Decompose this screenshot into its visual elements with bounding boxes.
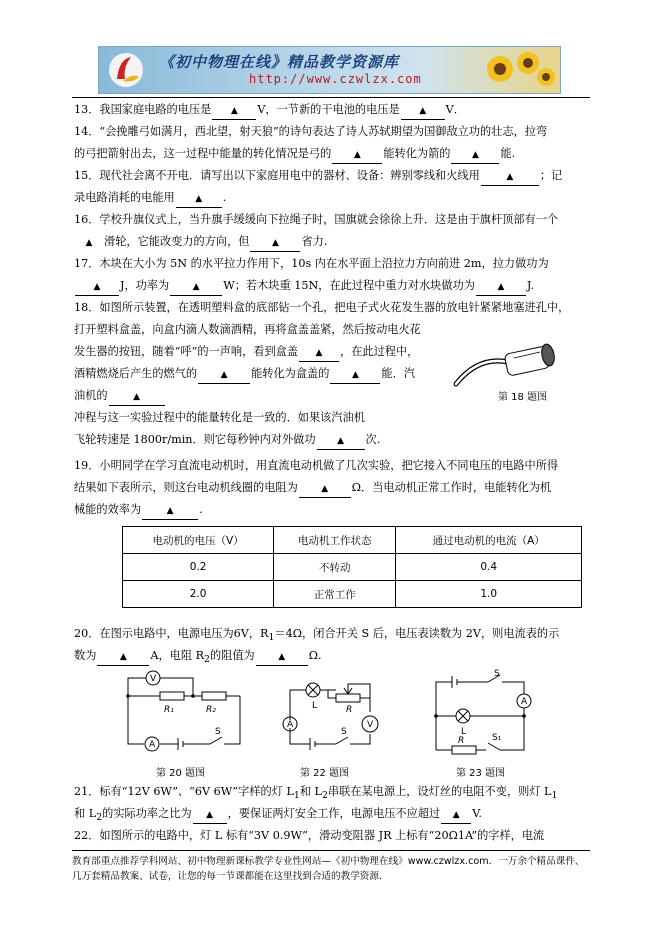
figure-20-caption: 第 20 题图 — [156, 768, 206, 779]
blank-marker: ▲ — [452, 810, 460, 820]
figure-20-circuit — [120, 666, 250, 756]
blank-marker: ▲ — [337, 436, 344, 446]
question-18-line-1: 18．如图所示装置，在透明塑料盒的底部钻一个孔，把电子式火花发生器的放电针紧紧地塞进孔中， — [74, 301, 570, 314]
blank-marker: ▲ — [93, 282, 101, 292]
blank-marker: ▲ — [497, 282, 505, 292]
header-rule — [72, 97, 590, 98]
rheostat-label: R — [346, 705, 353, 715]
table-cell: 0.4 — [396, 554, 582, 581]
blank-marker: ▲ — [206, 810, 214, 820]
question-18-line-6: 冲程与这一实验过程中的能量转化是一致的．如果该汽油机 — [74, 411, 365, 424]
question-19-line-2: 结果如下表所示，则这台电动机线圈的电阻为 ▲ Ω．当电动机正常工作时，电能转化为机 — [74, 480, 551, 498]
blank-marker: ▲ — [351, 370, 359, 380]
r1-label: R₁ — [164, 705, 174, 715]
table-header-cell: 电动机的电压（V） — [123, 527, 274, 554]
table-row — [123, 581, 582, 608]
table-cell: 0.2 — [123, 554, 274, 581]
sunflower-image — [482, 49, 556, 91]
blank-marker: ▲ — [192, 282, 200, 292]
switch-label: S — [341, 727, 347, 737]
question-13: 13．我国家庭电路的电压是 ▲ V，一节新的干电池的电压是 ▲ V． — [74, 102, 465, 120]
question-14-line-2: 的弓把箭射出去，这一过程中能量的转化情况是弓的 ▲ 能转化为箭的 ▲ 能. — [74, 146, 515, 164]
figure-23-circuit — [428, 668, 544, 760]
blank-marker: ▲ — [278, 652, 286, 662]
footer-rule — [72, 850, 590, 851]
table-cell: 正常工作 — [274, 581, 396, 608]
question-20-line-1: 20．在图示电路中，电源电压为6V，$R_1=4\Omega$，闭合开关 S 后，电压表读数为 2V，则电流表的示 — [74, 627, 560, 644]
r2-label: R₂ — [206, 705, 216, 715]
question-14-line-1: 14．“会挽雕弓如满月，西北望，射天狼”的诗句表达了诗人苏轼期望为国御敌立功的壮志，拉弯 — [74, 125, 548, 138]
switch-s1-label: S₁ — [492, 733, 502, 743]
question-19-line-3: 械能的效率为 ▲ . — [74, 502, 203, 520]
footer-line-2: 几万套精品教案、试卷，让您的每一节课都能在这里找到合适的教学资源． — [72, 871, 389, 882]
blank-marker: ▲ — [271, 238, 279, 248]
lamp-label: L — [312, 701, 318, 711]
question-15-line-1: 15．现代社会离不开电．请写出以下家庭用电中的器材、设备：辨别零线和火线用 ▲ ；记 — [74, 168, 562, 186]
figure-23-caption: 第 23 题图 — [456, 768, 506, 779]
blank-marker: ▲ — [321, 484, 329, 494]
question-21-line-2: 和 $L_2$的实际功率之比为 ▲ ，要保证两灯安全工作，电源电压不应超过 ▲ V. — [74, 807, 482, 824]
motor-data-table — [122, 526, 582, 608]
table-header-cell: 电动机工作状态 — [274, 527, 396, 554]
blank-marker: ▲ — [472, 150, 479, 160]
blank-marker: ▲ — [133, 392, 141, 402]
question-18-line-7: 飞轮转速是 1800r/min．则它每秒钟内对外做功 ▲ 次. — [74, 432, 380, 450]
blank-marker: ▲ — [119, 652, 127, 662]
figure-22-caption: 第 22 题图 — [300, 768, 350, 779]
table-cell: 1.0 — [396, 581, 582, 608]
header-banner — [98, 46, 561, 94]
site-url[interactable]: http://www.czwlzx.com — [249, 72, 422, 86]
voltmeter-label: V — [150, 674, 157, 684]
question-16-line-2: ▲ 滑轮，它能改变力的方向，但 ▲ 省力. — [74, 234, 327, 252]
ammeter-label: A — [287, 720, 294, 730]
question-18-line-2: 打开塑料盒盖，向盒内滴人数滴酒精，再将盒盖盖紧，然后按动电火花 — [74, 323, 421, 336]
question-19-line-1: 19．小明同学在学习直流电动机时，用直流电动机做了几次实验，把它接入不同电压的电路中所得 — [74, 459, 559, 472]
site-title: 《初中物理在线》精品教学资源库 — [159, 53, 400, 71]
blank-marker: ▲ — [419, 106, 427, 116]
blank-marker: ▲ — [85, 238, 93, 248]
question-16-line-1: 16．学校升旗仪式上，当升旗手缓缓向下拉绳子时，国旗就会徐徐上升．这是由于旗杆顶部有一个 — [74, 213, 559, 226]
switch-label: S — [494, 669, 500, 679]
question-20-line-2: 数为 ▲ A，电阻 $R_2$的阻值为 ▲ Ω. — [74, 649, 322, 666]
footer-line-1: 教育部重点推荐学科网站、初中物理新课标教学专业性网站—《初中物理在线》www.czwlzx.com．一万余个精品课件、 — [72, 856, 585, 867]
r-label: R — [458, 736, 465, 746]
question-18-line-5: 油机的 ▲ — [74, 388, 166, 406]
switch-label: S — [215, 727, 221, 737]
voltmeter-label: V — [367, 720, 374, 730]
table-header-row — [123, 527, 582, 554]
table-row — [123, 554, 582, 581]
blank-marker: ▲ — [230, 106, 238, 116]
question-15-line-2: 录电路消耗的电能用 ▲ . — [74, 190, 226, 208]
question-17-line-1: 17．木块在大小为 5N 的水平拉力作用下，10s 内在水平面上沿拉力方向前进 2m，拉力做功为 — [74, 257, 549, 270]
blank-marker: ▲ — [166, 506, 174, 516]
figure-22-circuit — [278, 672, 386, 756]
ammeter-label: A — [149, 740, 156, 750]
blank-marker: ▲ — [353, 150, 361, 160]
table-cell: 不转动 — [274, 554, 396, 581]
question-17-line-2: ▲ J，功率为 ▲ W；若木块重 15N，在此过程中重力对水块做功为 ▲ J. — [74, 278, 534, 296]
question-21-line-1: 21．标有“12V 6W”、“6V 6W”字样的灯 $L_1$和 $L_2$串联在某电源上，设灯丝的电阻不变，则灯 $L_1$ — [74, 785, 558, 802]
question-18-line-3: 发生器的按钮，随着“呼”的一声响，看到盒盖 ▲ ，在此过程中， — [74, 344, 418, 362]
question-18-line-4: 酒精燃烧后产生的燃气的 ▲ 能转化为盒盖的 ▲ 能．汽 — [74, 366, 415, 384]
question-22-line-1: 22．如图所示的电路中，灯 L 标有“3V 0.9W”，滑动变阻器 JR 上标有“20Ω1A”的字样，电流 — [74, 829, 545, 842]
ammeter-label: A — [521, 697, 528, 707]
blank-marker: ▲ — [315, 348, 323, 358]
blank-marker: ▲ — [195, 194, 203, 204]
site-logo — [107, 51, 145, 89]
figure-18-caption: 第 18 题图 — [498, 392, 548, 403]
table-header-cell: 通过电动机的电流（A） — [396, 527, 582, 554]
blank-marker: ▲ — [220, 370, 228, 380]
lamp-label: L — [461, 727, 467, 737]
blank-marker: ▲ — [506, 172, 514, 182]
table-cell: 2.0 — [123, 581, 274, 608]
